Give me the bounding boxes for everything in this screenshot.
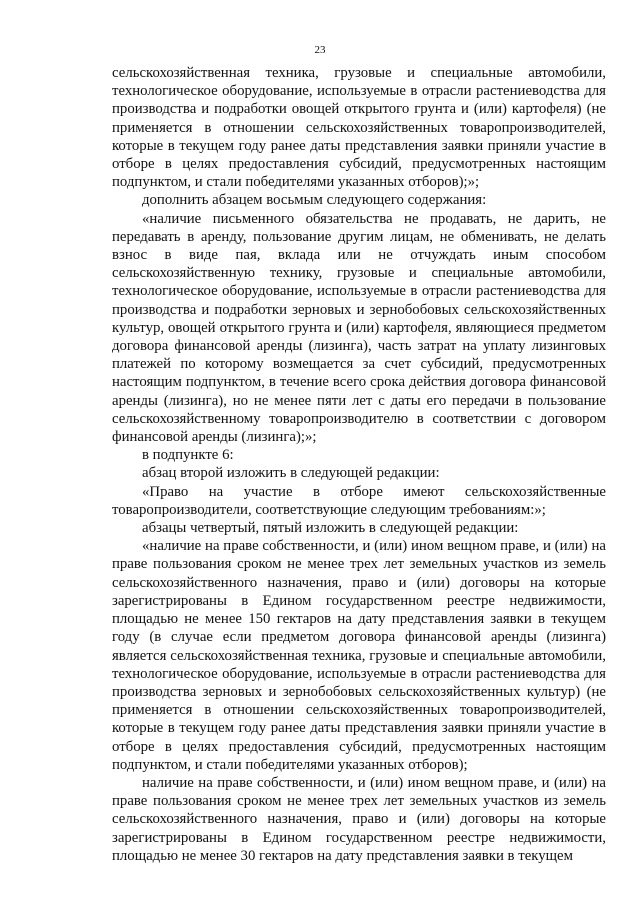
- paragraph: абзац второй изложить в следующей редакции:: [142, 465, 440, 482]
- paragraph: «наличие на праве собственности, и (или) ином вещном праве, и (или) на праве пользования сроком не менее трех лет земельных участков из земель сельскохозяйственного назначения, право и (или) договоры на которые зарегистрированы в Едином государственном реестре недвижимости, площадью не менее 150 гектаров на дату представления заявки в текущем году (в случае если предметом договора финансовой аренды (лизинга) является сельскохозяйственная техника, грузовые и специальные автомобили, технологическое оборудование, используемые в отрасли растениеводства для производства зерновых и зернобобовых сельскохозяйственных культур) (не применяется в отношении сельскохозяйственных товаропроизводителей, которые в текущем году ранее даты представления заявки приняли участие в отборе в целях предоставления субсидий, предусмотренных настоящим подпунктом, и стали победителями указанных отборов);: [112, 538, 606, 773]
- paragraph: в подпункте 6:: [142, 447, 234, 464]
- document-body: [112, 64, 606, 865]
- paragraph: «наличие письменного обязательства не продавать, не дарить, не передавать в аренду, пользование другим лицам, не обменивать, не делать взнос в виде пая, вклада или не отчуждать иным способом сельскохозяйственную технику, грузовые и специальные автомобили, технологическое оборудование, используемые в отрасли растениеводства для производства и подработки зерновых и зернобобовых сельскохозяйственных культур, овощей открытого грунта и (или) картофеля, являющиеся предметом договора финансовой аренды (лизинга), часть затрат на уплату лизинговых платежей по которому возмещается за счет субсидий, предусмотренных настоящим подпунктом, в течение всего срока действия договора финансовой аренды (лизинга), но не менее пяти лет с даты его передачи в пользование сельскохозяйственному товаропроизводителю в соответствии с договором финансовой аренды (лизинга);»;: [112, 210, 606, 446]
- paragraph: «Право на участие в отборе имеют сельскохозяйственные товаропроизводители, соответствующие следующим требованиям:»;: [112, 483, 606, 518]
- paragraph: наличие на праве собственности, и (или) ином вещном праве, и (или) на праве пользования сроком не менее трех лет земельных участков из земель сельскохозяйственного назначения, право и (или) договоры на которые зарегистрированы в Едином государственном реестре недвижимости, площадью не менее 30 гектаров на дату представления заявки в текущем: [112, 774, 606, 864]
- page-number: 23: [314, 44, 326, 56]
- paragraph: сельскохозяйственная техника, грузовые и специальные автомобили, технологическое оборудование, используемые в отрасли растениеводства для производства и подработки овощей открытого грунта и (или) картофеля) (не применяется в отношении сельскохозяйственных товаропроизводителей, которые в текущем году ранее даты представления заявки приняли участие в отборе в целях предоставления субсидий, предусмотренных настоящим подпунктом, и стали победителями указанных отборов);»;: [112, 65, 606, 191]
- paragraph: абзацы четвертый, пятый изложить в следующей редакции:: [142, 520, 519, 537]
- paragraph: дополнить абзацем восьмым следующего содержания:: [142, 192, 487, 209]
